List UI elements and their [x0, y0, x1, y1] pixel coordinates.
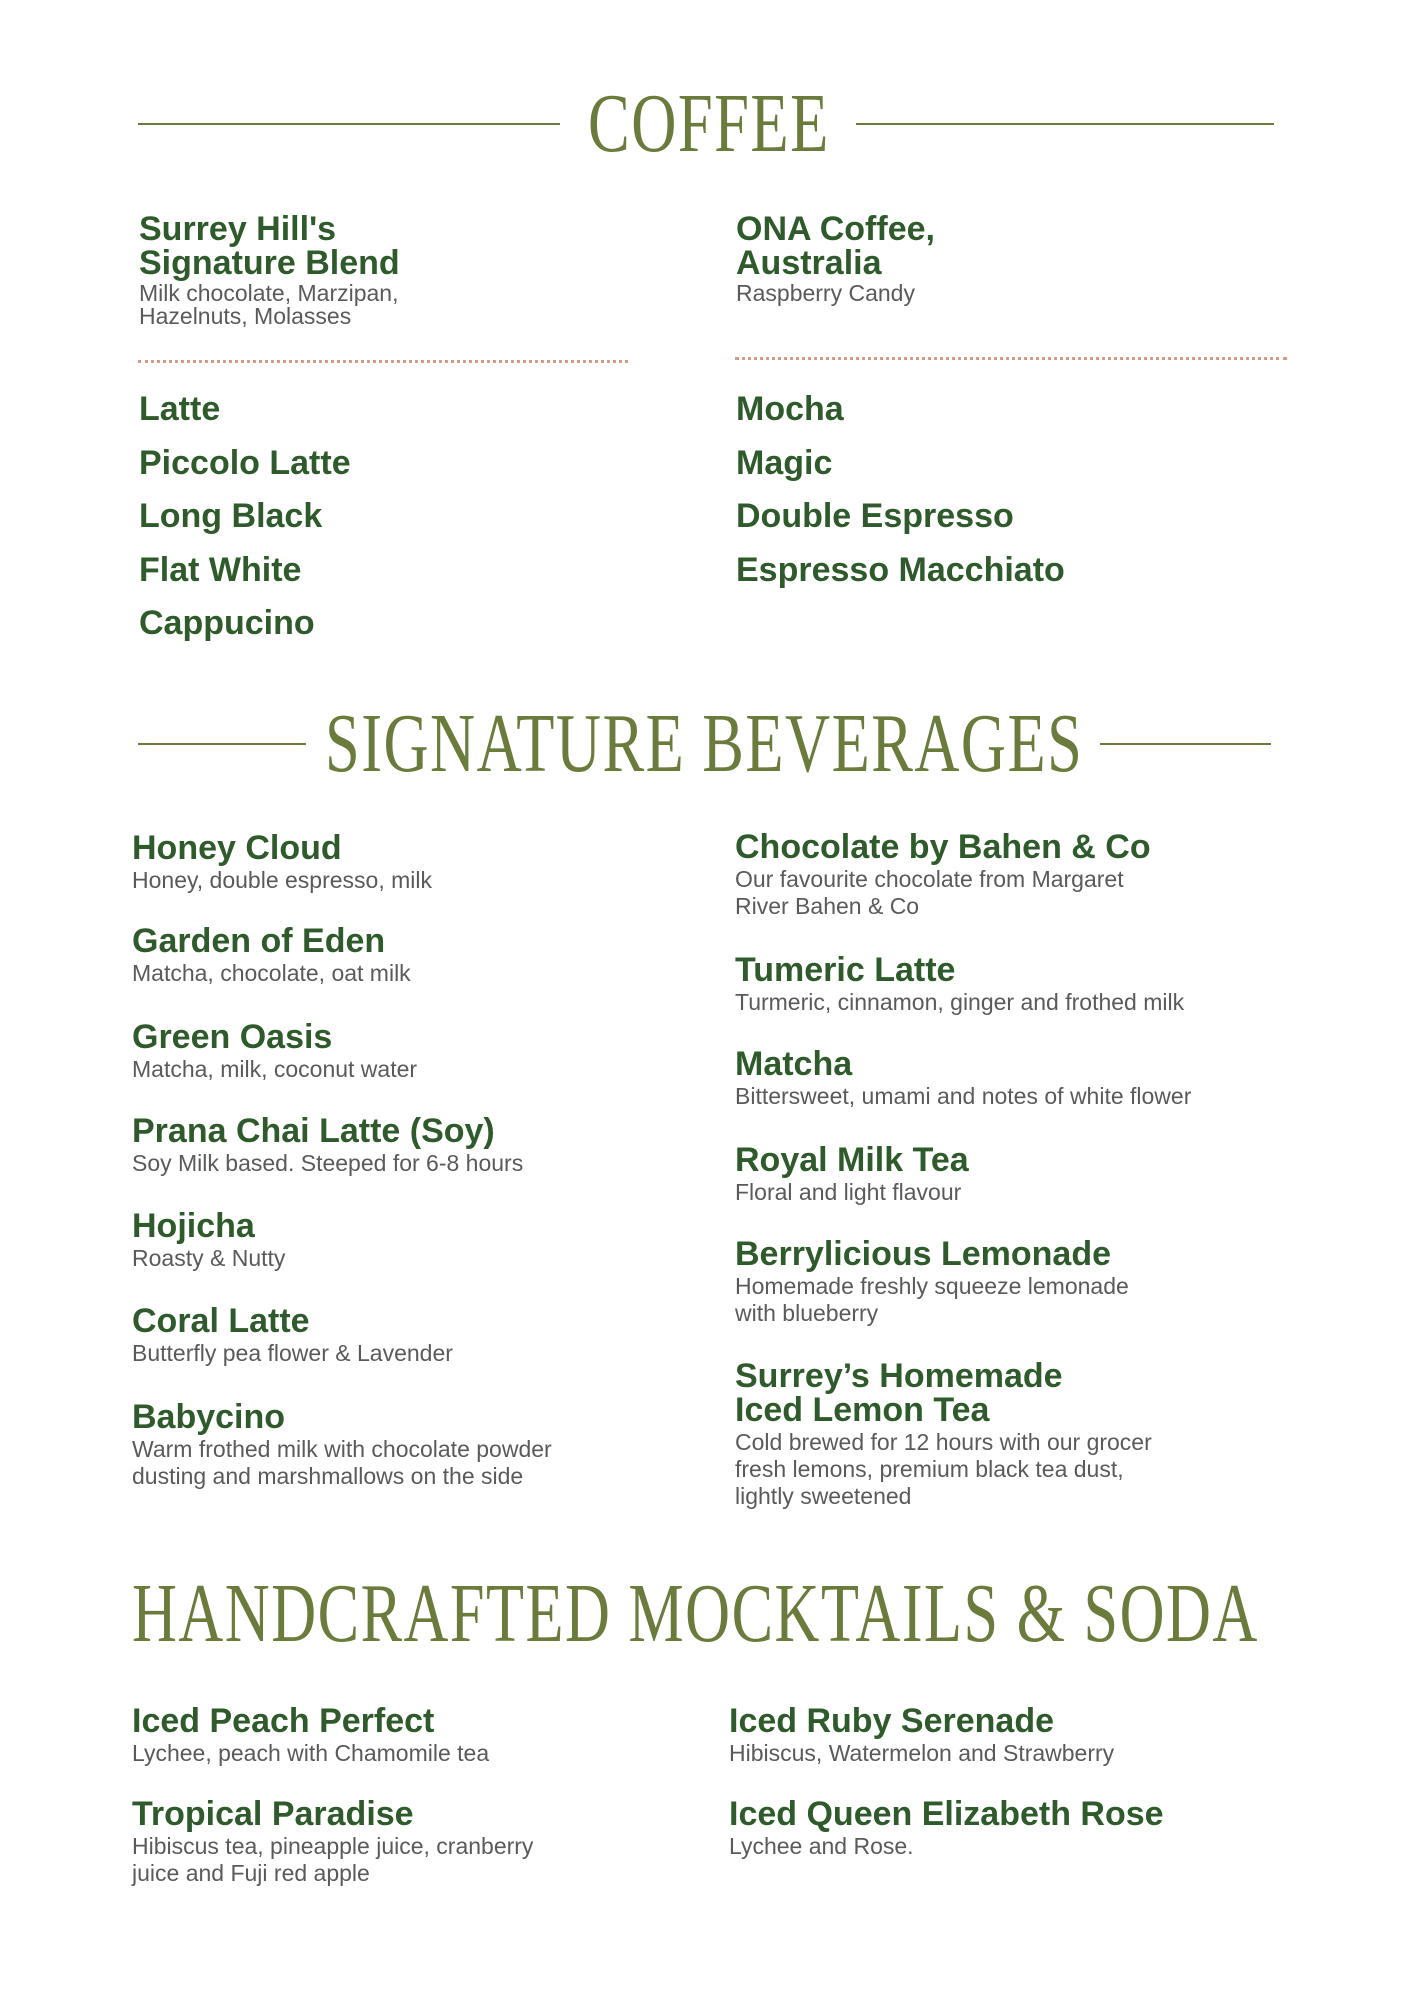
feature-title: Surrey Hill's — [139, 210, 337, 248]
feature-title: Australia — [736, 244, 882, 282]
item-description: Matcha, milk, coconut water — [132, 1056, 418, 1082]
signature-rule-left — [138, 743, 306, 745]
signature-item — [132, 1114, 523, 1177]
coffee-item: Cappucino — [139, 604, 315, 642]
item-title: Berrylicious Lemonade — [735, 1235, 1112, 1273]
signature-item — [132, 1400, 552, 1490]
item-description: Bittersweet, umami and notes of white flower — [735, 1083, 1192, 1109]
feature-desc: Hazelnuts, Molasses — [139, 303, 352, 329]
feature-surrey-blend — [139, 212, 400, 328]
signature-item — [132, 831, 432, 894]
item-title: Hojicha — [132, 1207, 255, 1245]
mocktail-item — [729, 1704, 1114, 1767]
item-title: Green Oasis — [132, 1018, 333, 1056]
item-title: Garden of Eden — [132, 922, 386, 960]
signature-rule-right — [1100, 743, 1271, 745]
item-description: Soy Milk based. Steeped for 6-8 hours — [132, 1150, 524, 1176]
item-title: Iced Peach Perfect — [132, 1702, 435, 1740]
item-title: Coral Latte — [132, 1302, 310, 1340]
item-title: Babycino — [132, 1398, 286, 1436]
item-description: lightly sweetened — [735, 1483, 912, 1509]
item-description: Hibiscus, Watermelon and Strawberry — [729, 1740, 1115, 1766]
item-description: Turmeric, cinnamon, ginger and frothed milk — [735, 989, 1185, 1015]
dotted-divider-right — [735, 357, 1287, 360]
item-title: Iced Ruby Serenade — [729, 1702, 1055, 1740]
item-description: Homemade freshly squeeze lemonade — [735, 1273, 1129, 1299]
coffee-item: Mocha — [736, 390, 844, 428]
item-description: Floral and light flavour — [735, 1179, 962, 1205]
coffee-item: Espresso Macchiato — [736, 551, 1065, 589]
item-description: Honey, double espresso, milk — [132, 867, 432, 893]
mocktail-item — [132, 1797, 533, 1887]
item-description: Roasty & Nutty — [132, 1245, 286, 1271]
coffee-item: Latte — [139, 390, 221, 428]
item-title: Royal Milk Tea — [735, 1141, 969, 1179]
signature-item — [735, 1237, 1129, 1327]
signature-item — [132, 1209, 285, 1272]
item-description: Our favourite chocolate from Margaret — [735, 866, 1124, 892]
feature-ona-coffee — [736, 212, 935, 305]
signature-item — [132, 1304, 453, 1367]
item-description: Warm frothed milk with chocolate powder — [132, 1436, 552, 1462]
item-description: with blueberry — [735, 1300, 879, 1326]
coffee-item: Magic — [736, 444, 833, 482]
mocktails-heading: HANDCRAFTED MOCKTAILS & SODA — [132, 1567, 1259, 1660]
item-title: Matcha — [735, 1045, 853, 1083]
coffee-item: Long Black — [139, 497, 323, 535]
signature-heading: SIGNATURE BEVERAGES — [325, 697, 1084, 790]
mocktail-item — [132, 1704, 489, 1767]
signature-item — [735, 953, 1184, 1016]
signature-item — [735, 1143, 969, 1206]
coffee-rule-left — [138, 123, 560, 125]
item-title: Honey Cloud — [132, 829, 342, 867]
item-title: Prana Chai Latte (Soy) — [132, 1112, 495, 1150]
coffee-item: Double Espresso — [736, 497, 1014, 535]
item-description: Lychee, peach with Chamomile tea — [132, 1740, 490, 1766]
signature-item — [735, 1359, 1152, 1510]
signature-item — [132, 924, 411, 987]
signature-item — [132, 1020, 417, 1083]
feature-desc: Raspberry Candy — [736, 280, 915, 306]
item-title: Tumeric Latte — [735, 951, 956, 989]
dotted-divider-left — [138, 360, 628, 363]
item-description: juice and Fuji red apple — [132, 1860, 370, 1886]
item-description: Butterfly pea flower & Lavender — [132, 1340, 453, 1366]
item-description: dusting and marshmallows on the side — [132, 1463, 524, 1489]
item-title: Iced Lemon Tea — [735, 1391, 990, 1429]
item-description: fresh lemons, premium black tea dust, — [735, 1456, 1124, 1482]
coffee-item: Piccolo Latte — [139, 444, 351, 482]
item-description: Hibiscus tea, pineapple juice, cranberry — [132, 1833, 534, 1859]
feature-desc: Milk chocolate, Marzipan, — [139, 280, 399, 306]
item-title: Tropical Paradise — [132, 1795, 414, 1833]
coffee-heading: COFFEE — [588, 77, 830, 170]
item-description: River Bahen & Co — [735, 893, 920, 919]
mocktail-item — [729, 1797, 1164, 1860]
item-title: Iced Queen Elizabeth Rose — [729, 1795, 1164, 1833]
coffee-item: Flat White — [139, 551, 302, 589]
item-description: Cold brewed for 12 hours with our grocer — [735, 1429, 1152, 1455]
signature-item — [735, 1047, 1191, 1110]
coffee-rule-right — [856, 123, 1274, 125]
feature-title: ONA Coffee, — [736, 210, 935, 248]
item-description: Lychee and Rose. — [729, 1833, 914, 1859]
feature-title: Signature Blend — [139, 244, 400, 282]
item-title: Surrey’s Homemade — [735, 1357, 1063, 1395]
signature-item — [735, 830, 1151, 920]
item-description: Matcha, chocolate, oat milk — [132, 960, 411, 986]
item-title: Chocolate by Bahen & Co — [735, 828, 1151, 866]
